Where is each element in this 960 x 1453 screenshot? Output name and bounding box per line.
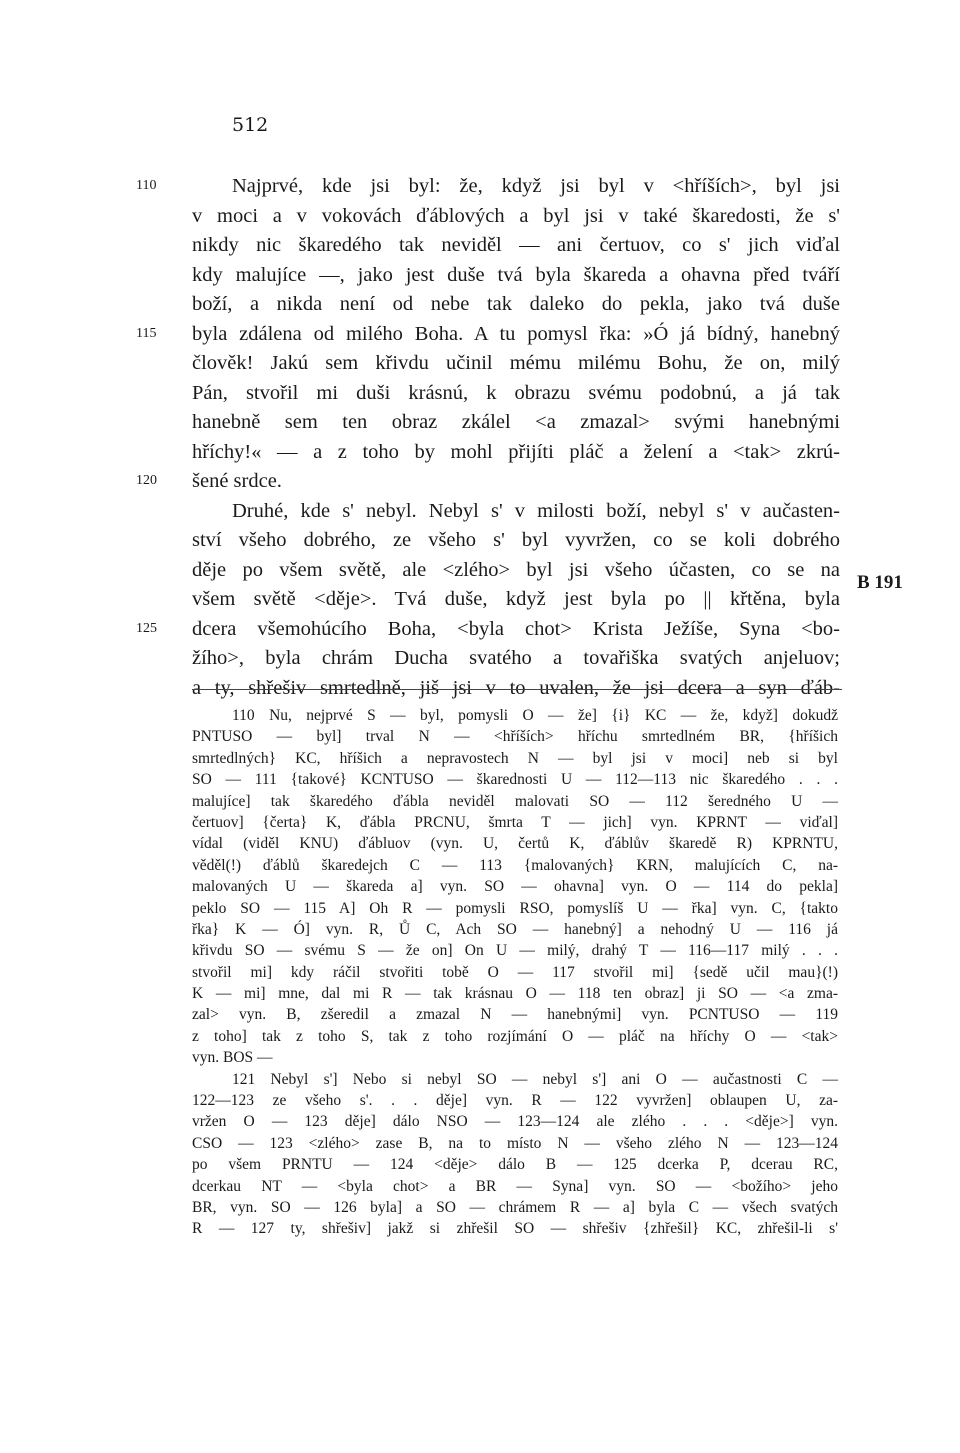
text-line — [0, 585, 960, 615]
footnote-divider — [192, 689, 842, 690]
note-text: BR, vyn. SO — 126 byla] a SO — chrámem R — a] byla C — všech svatých — [192, 1198, 838, 1216]
note-text: smrtedlných} KC, hříšich a nepravostech N — byl jsi v moci] neb si byl — [192, 749, 838, 767]
main-text — [0, 172, 960, 703]
note-text: malujíce] tak škaredého ďábla neviděl malovati SO — 112 šeredného U — — [192, 792, 838, 810]
note-text: z toho] tak z toho S, tak z toho rozjímání O — pláč na hříchy O — <tak> — [192, 1027, 838, 1045]
note-line — [0, 898, 960, 919]
text-line — [0, 438, 960, 468]
text-line — [0, 408, 960, 438]
line-number: 120 — [136, 473, 157, 488]
note-text: malovaných U — škareda a] vyn. SO — ohavna] vyn. O — 114 do pekla] — [192, 878, 838, 896]
line-text: žího>, byla chrám Ducha svatého a tovařiška svatých anjeluov; — [192, 647, 840, 669]
note-line — [0, 1154, 960, 1175]
note-text: dcerkau NT — <byla chot> a BR — Syna] vyn. SO — <božího> jeho — [192, 1177, 838, 1195]
note-text: po všem PRNTU — 124 <děje> dálo B — 125 dcerka P, dcerau RC, — [192, 1156, 838, 1174]
note-line — [0, 1069, 960, 1090]
line-text: hříchy!« — a z toho by mohl přijíti pláč a želení a <tak> zkrú- — [192, 440, 840, 463]
text-line — [0, 497, 960, 527]
page-number: 512 — [232, 114, 269, 136]
line-number: 125 — [136, 620, 157, 636]
note-line — [0, 1176, 960, 1197]
note-text: R — 127 ty, shřešiv] jakž si zhřešil SO — shřešiv {zhřešil} KC, zhřešil-li s' — [192, 1220, 838, 1238]
note-text: SO — 111 {takové} KCNTUSO — škarednosti U — 112—113 nic škaredého . . . — [192, 771, 838, 789]
note-line — [0, 1197, 960, 1218]
note-line — [0, 833, 960, 854]
note-text: věděl(!) ďáblů škaredejch C — 113 {malovaných} KRN, malujících C, na- — [192, 856, 838, 874]
text-line — [0, 556, 960, 586]
line-text: Druhé, kde s' nebyl. Nebyl s' v milosti boží, nebyl s' v aučasten- — [232, 499, 840, 522]
note-line — [0, 1047, 960, 1068]
note-text: zal> vyn. B, zšeredil a zmazal N — hanebnými] vyn. PCNTUSO — 119 — [192, 1006, 838, 1024]
note-line — [0, 705, 960, 726]
line-text: v moci a v vokovách ďáblových a byl jsi v také škaredosti, že s' — [192, 204, 840, 227]
note-line — [0, 919, 960, 940]
text-line — [0, 261, 960, 291]
text-line — [0, 526, 960, 556]
line-text: šené srdce. — [192, 470, 282, 492]
note-line — [0, 1090, 960, 1111]
line-number: 110 — [136, 178, 157, 193]
note-line — [0, 962, 960, 983]
line-text: dcera všemohúcího Boha, <byla chot> Krista Ježíše, Syna <bo- — [192, 617, 840, 640]
note-text: vídal (viděl KNU) ďábluov (vyn. U, čertů K, ďáblův škaredě R) KPRNTU, — [192, 835, 838, 853]
text-line — [0, 172, 960, 202]
line-text: boží, a nikda není od nebe tak daleko do pekla, jako tvá duše — [192, 293, 840, 315]
note-line — [0, 726, 960, 747]
note-text: vyn. BOS — — [192, 1049, 273, 1067]
note-text: stvořil mi] kdy ráčil stvořiti tobě O — 117 stvořil mi] {sedě učil mau}(!) — [192, 963, 838, 981]
note-line — [0, 983, 960, 1004]
note-line — [0, 812, 960, 833]
note-line — [0, 791, 960, 812]
note-text: peklo SO — 115 A] Oh R — pomysli RSO, pomyslíš U — řka] vyn. C, {takto — [192, 899, 838, 917]
line-text: kdy malujíce —, jako jest duše tvá byla škareda a ohavna před tváří — [192, 263, 840, 286]
note-text: řka} K — Ó] vyn. R, Ů C, Ach SO — hanebný] a nehodný U — 116 já — [192, 920, 838, 938]
note-line — [0, 1133, 960, 1154]
line-text: hanebně sem ten obraz zkálel <a zmazal> svými hanebnými — [192, 411, 840, 433]
note-text: křivdu SO — svému S — že on] On U — milý, drahý T — 116—117 milý . . . — [192, 942, 838, 960]
line-text: Najprvé, kde jsi byl: že, když jsi byl v <hříších>, byl jsi — [232, 175, 840, 197]
text-line — [0, 467, 960, 497]
note-line — [0, 855, 960, 876]
note-text: čertuov] {čerta} K, ďábla PRCNU, šmrta T — jich] vyn. KPRNT — viďal] — [192, 813, 838, 831]
note-line — [0, 769, 960, 790]
note-text: vržen O — 123 děje] dálo NSO — 123—124 ale zlého . . . <děje>] vyn. — [192, 1113, 838, 1131]
note-line — [0, 1218, 960, 1239]
line-text: ství všeho dobrého, ze všeho s' byl vyvržen, co se koli dobrého — [192, 529, 840, 551]
margin-reference: B 191 — [857, 572, 903, 593]
text-line — [0, 231, 960, 261]
line-number: 115 — [136, 325, 157, 341]
line-text: Pán, stvořil mi duši krásnú, k obrazu svému podobnú, a já tak — [192, 381, 840, 404]
note-text: CSO — 123 <zlého> zase B, na to místo N — všeho zlého N — 123—124 — [192, 1134, 838, 1152]
line-text: nikdy nic škaredého tak neviděl — ani čertuov, co s' jich viďal — [192, 234, 840, 256]
text-line — [0, 320, 960, 350]
note-text: 121 Nebyl s'] Nebo si nebyl SO — nebyl s'] ani O — aučastnosti C — — [232, 1070, 838, 1088]
note-text: 110 Nu, nejprvé S — byl, pomysli O — že] {i} KC — že, když] dokudž — [232, 707, 838, 724]
line-text: a ty, shřešiv smrtedlně, jiš jsi v to uvalen, že jsi dcera a syn ďáb- — [192, 676, 840, 699]
text-line — [0, 349, 960, 379]
note-line — [0, 1004, 960, 1025]
note-line — [0, 876, 960, 897]
critical-apparatus — [0, 705, 960, 1240]
line-text: děje po všem světě, ale <zlého> byl jsi všeho účasten, co se na — [192, 558, 840, 581]
note-line — [0, 1111, 960, 1132]
note-line — [0, 748, 960, 769]
note-text: PNTUSO — byl] trval N — <hříších> hříchu smrtedlném BR, {hříšich — [192, 728, 838, 746]
text-line — [0, 615, 960, 645]
text-line — [0, 644, 960, 674]
note-line — [0, 940, 960, 961]
text-line — [0, 290, 960, 320]
note-line — [0, 1026, 960, 1047]
text-line — [0, 202, 960, 232]
note-text: K — mi] mne, dal mi R — tak krásnau O — 118 ten obraz] ji SO — <a zma- — [192, 985, 838, 1003]
text-line — [0, 379, 960, 409]
line-text: byla zdálena od milého Boha. A tu pomysl řka: »Ó já bídný, hanebný — [192, 322, 840, 345]
note-text: 122—123 ze všeho s'. . . děje] vyn. R — 122 vyvržen] oblaupen U, za- — [192, 1092, 838, 1110]
line-text: člověk! Jakú sem křivdu učinil mému milému Bohu, že on, milý — [192, 352, 840, 374]
line-text: všem světě <děje>. Tvá duše, když jest byla po || křtěna, byla — [192, 588, 840, 610]
